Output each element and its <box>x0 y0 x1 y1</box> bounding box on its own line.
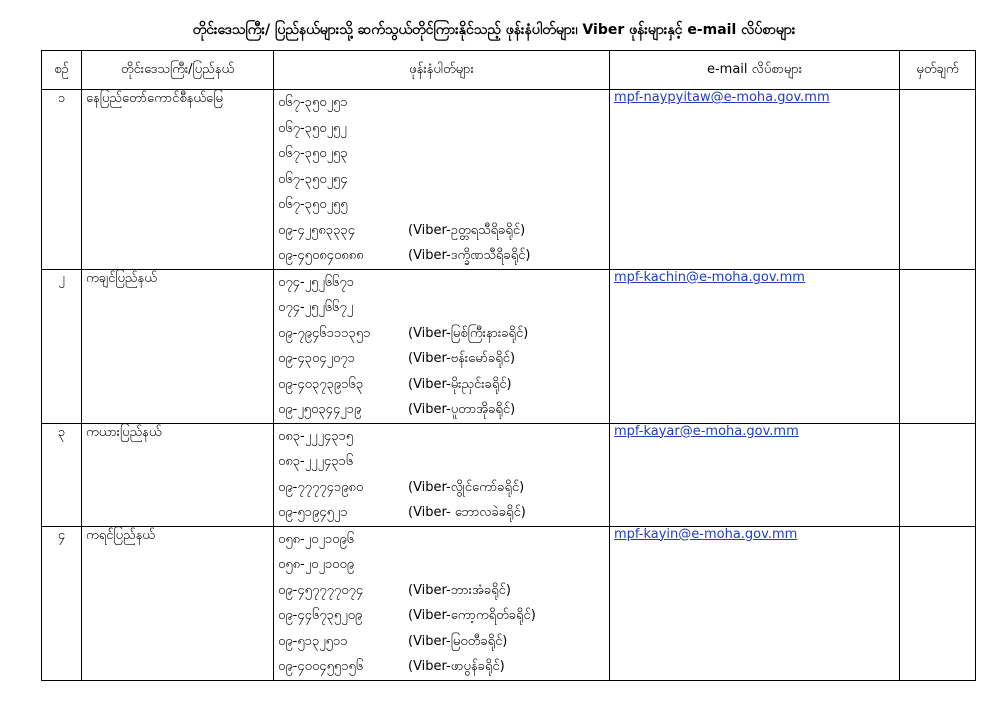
email-link[interactable]: mpf-kayar@e-moha.gov.mm <box>614 423 799 439</box>
remark-cell <box>900 269 976 423</box>
phone-entry <box>278 527 605 553</box>
phone-number[interactable]: ၀၆၇-၃၅၀၂၅၅ <box>278 197 348 212</box>
phone-number[interactable]: ၀၇၄-၂၅၂၆၆၇၁ <box>278 274 354 290</box>
email-link[interactable]: mpf-kayin@e-moha.gov.mm <box>614 526 798 542</box>
header-no: စဉ် <box>42 51 82 90</box>
phone-entry <box>278 167 605 193</box>
phone-entry <box>278 397 605 423</box>
header-region: တိုင်းဒေသကြီး/ပြည်နယ် <box>82 51 274 90</box>
region-name: နေပြည်တော်ကောင်စီနယ်မြေ <box>82 90 274 270</box>
viber-label: (Viber-ဒက္ခိဏသီရိခရိုင်) <box>408 248 531 263</box>
viber-label: (Viber-ဖာပွန်ခရိုင်) <box>408 659 505 674</box>
email-link[interactable]: mpf-kachin@e-moha.gov.mm <box>614 269 805 285</box>
phone-number[interactable]: ၀၅၈-၂၀၂၁၀၀၉ <box>278 557 355 572</box>
phone-entry <box>278 654 605 680</box>
table-body <box>42 90 976 681</box>
region-name: ကချင်ပြည်နယ် <box>82 269 274 423</box>
phone-number[interactable]: ၀၆၇-၃၅၀၂၅၃ <box>278 146 348 161</box>
phone-entry <box>278 321 605 347</box>
table-row <box>42 526 976 680</box>
row-number: ၁ <box>42 90 82 270</box>
viber-label: (Viber- ဘောလခဲခရိုင်) <box>408 505 526 520</box>
phone-entry <box>278 424 605 450</box>
email-cell <box>610 423 900 526</box>
phone-number[interactable]: ၀၉-၄၃၀၄၂၀၇၁ <box>278 351 355 366</box>
phone-entry <box>278 449 605 475</box>
remark-cell <box>900 90 976 270</box>
row-number: ၂ <box>42 269 82 423</box>
phone-number[interactable]: ၀၇၄-၂၅၂၆၆၇၂ <box>278 300 354 315</box>
phone-entry <box>278 141 605 167</box>
email-link[interactable]: mpf-naypyitaw@e-moha.gov.mm <box>614 90 830 105</box>
phone-entry <box>278 243 605 269</box>
phone-number[interactable]: ၀၅၈-၂၀၂၁၀၉၆ <box>278 531 355 547</box>
phone-entry <box>278 218 605 244</box>
viber-label: (Viber-ကော့ကရိတ်ခရိုင်) <box>408 608 536 623</box>
email-cell <box>610 526 900 680</box>
table-row <box>42 269 976 423</box>
phone-number[interactable]: ၀၉-၄၅၀၈၄၀၈၈၈ <box>278 248 364 263</box>
viber-label: (Viber-ပူတာအိုခရိုင်) <box>408 402 516 417</box>
region-name: ကရင်ပြည်နယ် <box>82 526 274 680</box>
phone-entry <box>278 192 605 218</box>
phone-entry <box>278 90 605 116</box>
phone-entry <box>278 372 605 398</box>
phone-entry <box>278 475 605 501</box>
phone-number[interactable]: ၀၆၇-၃၅၀၂၅၁ <box>278 95 348 110</box>
table-row <box>42 423 976 526</box>
phone-entry <box>278 116 605 142</box>
table-row <box>42 90 976 270</box>
header-remark: မှတ်ချက် <box>900 51 976 90</box>
phone-number[interactable]: ၀၉-၄၂၅၈၃၃၃၄ <box>278 222 356 238</box>
phone-number[interactable]: ၀၆၇-၃၅၀၂၅၂ <box>278 120 347 136</box>
phone-entry <box>278 270 605 296</box>
phone-number[interactable]: ၀၉-၄၅၇၇၇၇၀၇၄ <box>278 582 364 598</box>
phone-number[interactable]: ၀၈၃-၂၂၂၄၃၁၆ <box>278 454 354 469</box>
phone-number[interactable]: ၀၉-၅၁၉၄၅၂၁ <box>278 505 348 520</box>
email-cell <box>610 269 900 423</box>
phone-number[interactable]: ၀၉-၄၀၀၄၅၅၁၅၆ <box>278 659 364 674</box>
email-cell <box>610 90 900 270</box>
table-header-row <box>42 51 976 90</box>
phone-number[interactable]: ၀၉-၇၇၇၇၄၁၉၈၀ <box>278 479 364 495</box>
viber-label: (Viber-မြစ်ကြီးနားခရိုင်) <box>408 325 529 341</box>
row-number: ၄ <box>42 526 82 680</box>
phone-list <box>274 269 610 423</box>
region-name: ကယားပြည်နယ် <box>82 423 274 526</box>
viber-label: (Viber-လွိုင်ကော်ခရိုင်) <box>408 479 525 495</box>
phone-entry <box>278 629 605 655</box>
phone-number[interactable]: ၀၈၃-၂၂၂၄၃၁၅ <box>278 428 354 444</box>
phone-number[interactable]: ၀၉-၇၉၄၆၁၁၁၃၅၁ <box>278 325 371 341</box>
viber-label: (Viber-ဗန်းမော်ခရိုင်) <box>408 351 516 366</box>
phone-number[interactable]: ၀၉-၅၁၃၂၅၁၁ <box>278 633 348 649</box>
viber-label: (Viber-ဥတ္တရသီရိခရိုင်) <box>408 222 526 238</box>
page-title: တိုင်းဒေသကြီး/ ပြည်နယ်များသို့ ဆက်သွယ်တိုင်ကြားနိုင်သည့် ဖုန်းနံပါတ်များ၊ Viber ဖုန်းများနှင့် e-mail လိပ်စာများ <box>192 22 796 38</box>
phone-number[interactable]: ၀၆၇-၃၅၀၂၅၄ <box>278 171 348 187</box>
phone-entry <box>278 295 605 321</box>
phone-number[interactable]: ၀၉-၂၅၀၃၄၄၂၁၉ <box>278 402 362 417</box>
remark-cell <box>900 526 976 680</box>
header-email: e-mail လိပ်စာများ <box>610 51 900 90</box>
viber-label: (Viber-ဘားအံခရိုင်) <box>408 582 511 598</box>
phone-entry <box>278 552 605 578</box>
phone-list <box>274 526 610 680</box>
phone-list <box>274 90 610 270</box>
contacts-table <box>41 50 976 681</box>
phone-entry <box>278 346 605 372</box>
phone-number[interactable]: ၀၉-၄၀၃၇၃၉၁၆၃ <box>278 376 364 392</box>
phone-entry <box>278 578 605 604</box>
phone-number[interactable]: ၀၉-၄၄၆၇၃၅၂၀၉ <box>278 608 363 623</box>
phone-entry <box>278 603 605 629</box>
row-number: ၃ <box>42 423 82 526</box>
viber-label: (Viber-မြဝတီခရိုင်) <box>408 633 508 649</box>
remark-cell <box>900 423 976 526</box>
phone-list <box>274 423 610 526</box>
header-phones: ဖုန်းနံပါတ်များ <box>274 51 610 90</box>
phone-entry <box>278 500 605 526</box>
viber-label: (Viber-မိုးညှင်းခရိုင်) <box>408 376 512 392</box>
